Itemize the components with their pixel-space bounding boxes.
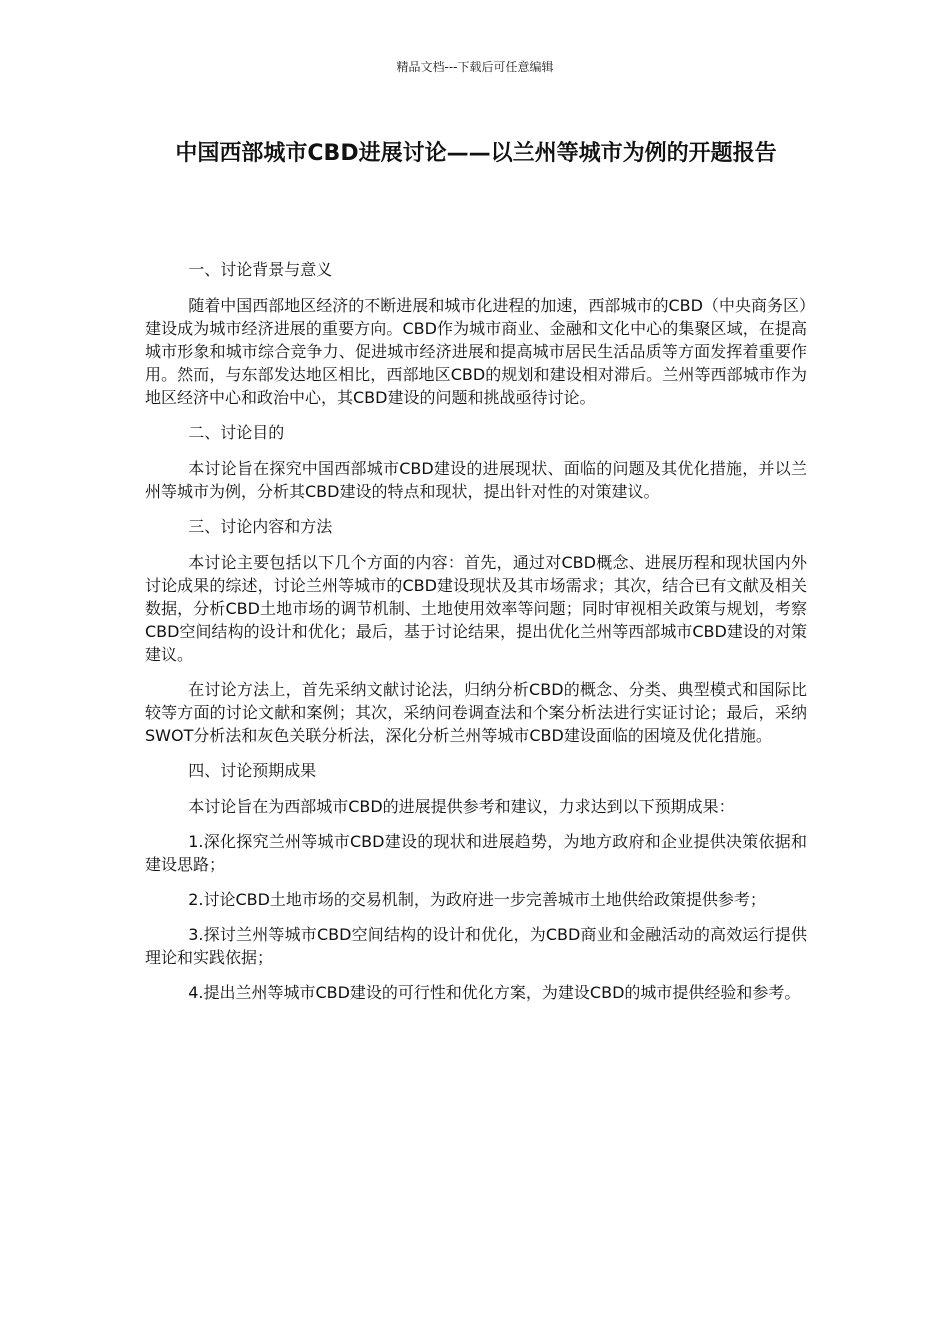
paragraph-background: 随着中国西部地区经济的不断进展和城市化进程的加速，西部城市的CBD（中央商务区）建设成为城市经济进展的重要方向。CBD作为城市商业、金融和文化中心的集聚区域，在提高城市形象和城市综合竞争力、促进城市经济进展和提高城市居民生活品质等方面发挥着重要作用。然而，与东部发达地区相比，西部地区CBD的规划和建设相对滞后。兰州等西部城市作为地区经济中心和政治中心，其CBD建设的问题和挑战亟待讨论。 (145, 296, 807, 407)
list-item: 2.讨论CBD土地市场的交易机制，为政府进一步完善城市土地供给政策提供参考； (188, 890, 766, 909)
section-heading-expected-results: 四、讨论预期成果 (188, 761, 317, 780)
paragraph-expected-intro: 本讨论旨在为西部城市CBD的进展提供参考和建议，力求达到以下预期成果： (188, 797, 735, 816)
section-heading-purpose: 二、讨论目的 (188, 423, 285, 442)
paragraph-content: 本讨论主要包括以下几个方面的内容：首先，通过对CBD概念、进展历程和现状国内外讨论成果的综述，讨论兰州等城市的CBD建设现状及其市场需求；其次，结合已有文献及相关数据，分析CBD土地市场的调节机制、土地使用效率等问题；同时审视相关政策与规划，考察CBD空间结构的设计和优化；最后，基于讨论结果，提出优化兰州等西部城市CBD建设的对策建议。 (145, 553, 807, 664)
document-title: 中国西部城市CBD进展讨论——以兰州等城市为例的开题报告 (175, 141, 777, 166)
header-note: 精品文档---下载后可任意编辑 (396, 60, 554, 74)
list-item: 3.探讨兰州等城市CBD空间结构的设计和优化，为CBD商业和金融活动的高效运行提供理论和实践依据； (145, 925, 807, 967)
paragraph-method: 在讨论方法上，首先采纳文献讨论法，归纳分析CBD的概念、分类、典型模式和国际比较等方面的讨论文献和案例；其次，采纳问卷调查法和个案分析法进行实证讨论；最后，采纳SWOT分析法和灰色关联分析法，深化分析兰州等城市CBD建设面临的困境及优化措施。 (145, 680, 807, 745)
paragraph-purpose: 本讨论旨在探究中国西部城市CBD建设的进展现状、面临的问题及其优化措施，并以兰州等城市为例，分析其CBD建设的特点和现状，提出针对性的对策建议。 (145, 459, 807, 501)
list-item: 4.提出兰州等城市CBD建设的可行性和优化方案，为建设CBD的城市提供经验和参考。 (188, 983, 801, 1002)
document-body (145, 258, 807, 1016)
list-item: 1.深化探究兰州等城市CBD建设的现状和进展趋势，为地方政府和企业提供决策依据和建设思路； (145, 832, 807, 874)
section-heading-content-method: 三、讨论内容和方法 (188, 517, 333, 536)
section-heading-background: 一、讨论背景与意义 (188, 260, 333, 279)
